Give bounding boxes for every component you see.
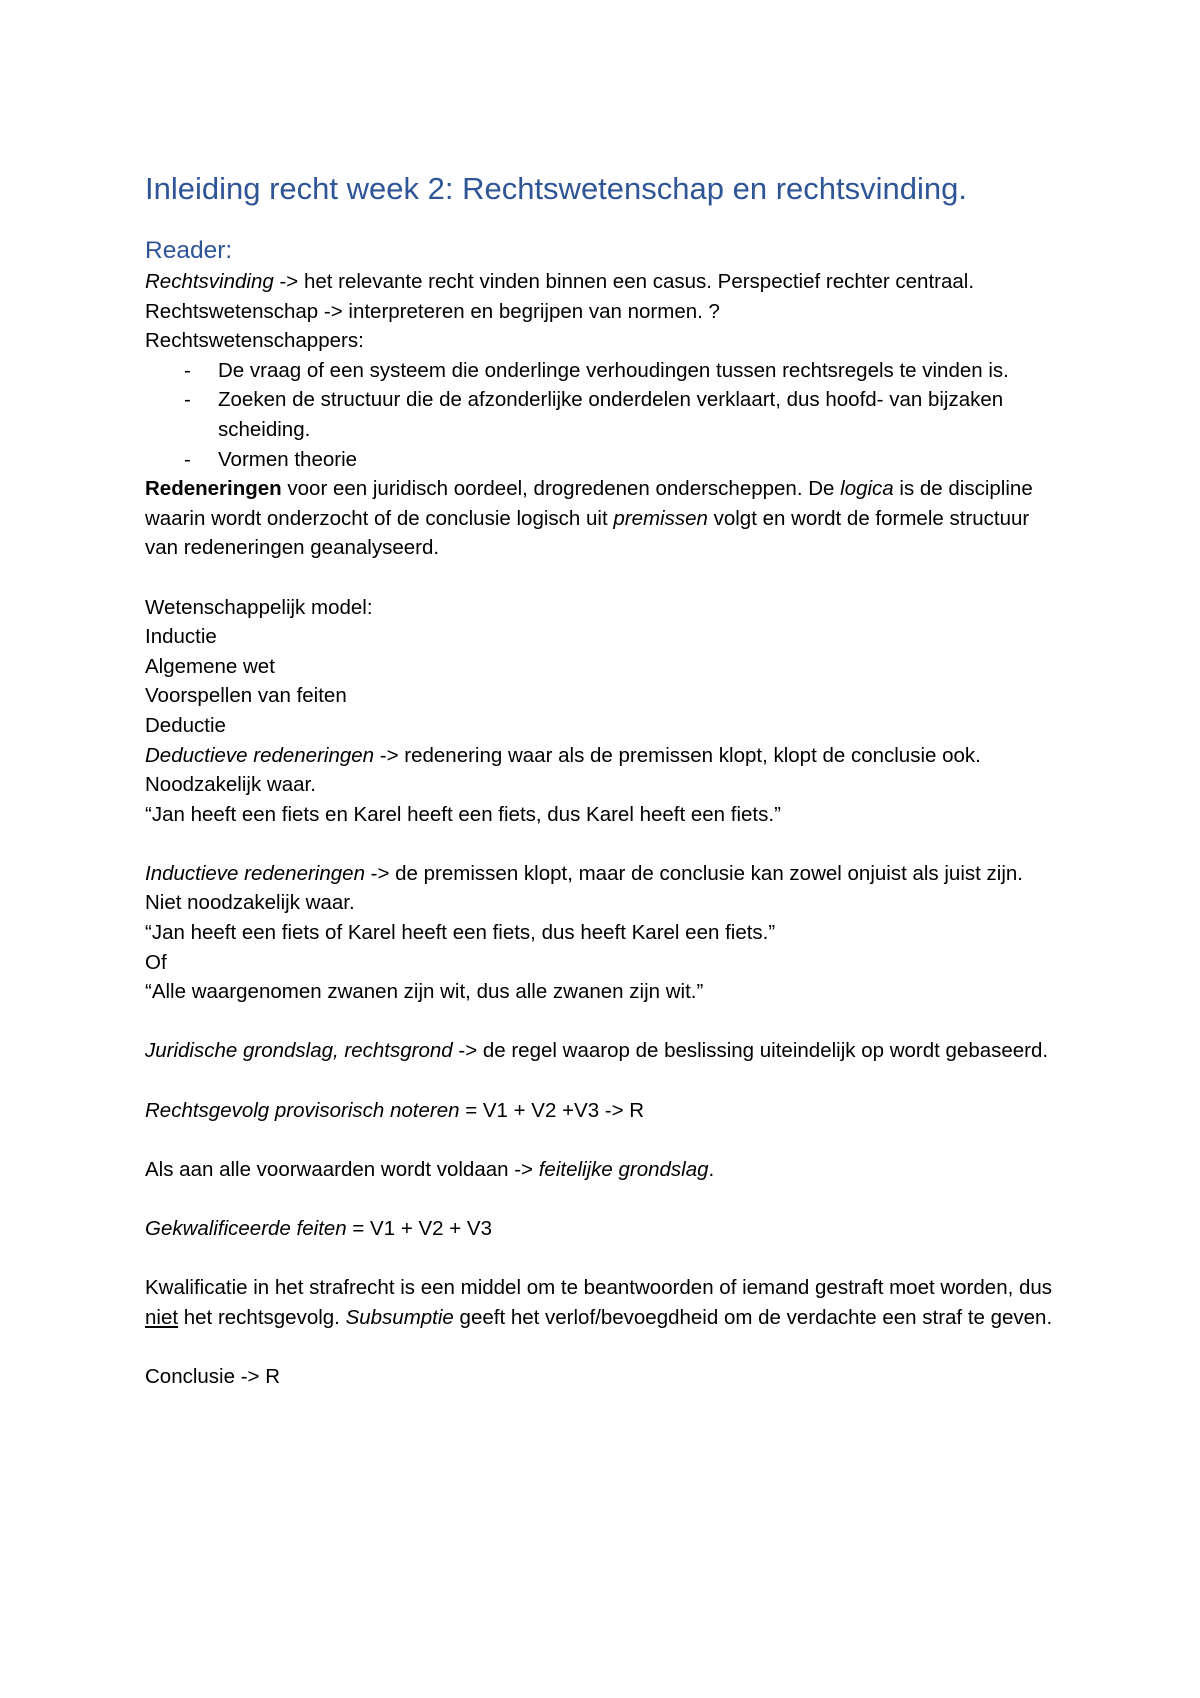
spacer — [145, 1066, 1065, 1096]
reader-heading: Reader: — [145, 237, 233, 264]
paragraph-text: . — [708, 1157, 715, 1181]
paragraph-text: het rechtsgevolg. — [178, 1305, 346, 1329]
spacer — [145, 829, 1065, 859]
model-line: Algemene wet — [145, 654, 275, 678]
underlined-niet: niet — [145, 1305, 179, 1329]
spacer — [145, 1332, 1065, 1362]
paragraph-text: -> redenering waar als de premissen klopt, klopt de conclusie ook. Noodzakelijk waar. — [145, 743, 981, 797]
paragraph-kwalificatie — [145, 1273, 1065, 1332]
spacer — [145, 1244, 1065, 1274]
paragraph-text: -> de regel waarop de beslissing uiteindelijk op wordt gebaseerd. — [452, 1039, 1049, 1063]
term-deductief: Deductieve redeneringen — [145, 743, 375, 767]
term-subsumptie: Subsumptie — [345, 1305, 454, 1329]
paragraph-grondslag — [145, 1036, 1065, 1066]
dash-bullet: - — [184, 388, 191, 412]
spacer — [145, 1125, 1065, 1155]
dash-bullet: - — [184, 358, 191, 382]
paragraph-text: Kwalificatie in het strafrecht is een middel om te beantwoorden of iemand gestraft moet worden, dus — [145, 1276, 1053, 1300]
paragraph-rechtswetenschappers: Rechtswetenschappers: — [145, 329, 364, 353]
spacer — [145, 1184, 1065, 1214]
list-item — [145, 356, 1065, 386]
quote-inductief-2: “Alle waargenomen zwanen zijn wit, dus alle zwanen zijn wit.” — [145, 980, 704, 1004]
term-gekwalificeerd: Gekwalificeerde feiten — [145, 1217, 347, 1240]
term-redeneringen: Redeneringen — [145, 477, 282, 501]
term-feitelijke-grondslag: feitelijke grondslag — [538, 1157, 709, 1181]
paragraph-conclusie: Conclusie -> R — [145, 1364, 281, 1388]
term-rechtsgevolg: Rechtsgevolg provisorisch noteren — [145, 1098, 460, 1122]
paragraph-rechtswetenschap: Rechtswetenschap -> interpreteren en begrijpen van normen. ? — [145, 299, 720, 323]
paragraph-text: Als aan alle voorwaarden wordt voldaan -> — [145, 1157, 539, 1181]
paragraph-gekwalificeerd — [145, 1214, 1065, 1244]
paragraph-text: is de discipline waarin wordt onderzocht of de conclusie logisch uit — [145, 477, 1033, 530]
word-of: Of — [145, 950, 167, 974]
spacer — [145, 563, 1065, 593]
list-item — [145, 385, 1065, 444]
term-inductief: Inductieve redeneringen — [145, 861, 365, 885]
paragraph-inductief — [145, 859, 1065, 918]
paragraph-rechtsvinding — [145, 267, 1065, 297]
model-line: Inductie — [145, 625, 217, 649]
spacer — [145, 1007, 1065, 1037]
list-item — [145, 445, 1065, 475]
bullet-list — [145, 356, 1065, 474]
paragraph-voorwaarden — [145, 1155, 1065, 1185]
paragraph-text: geeft het verlof/bevoegdheid om de verdachte een straf te geven. — [453, 1305, 1053, 1329]
paragraph-text: volgt en wordt de formele structuur van redeneringen geanalyseerd. — [145, 506, 1030, 560]
paragraph-text: -> het relevante recht vinden binnen een casus. Perspectief rechter centraal. — [273, 270, 975, 293]
model-line: Voorspellen van feiten — [145, 684, 347, 708]
list-item-text: De vraag of een systeem die onderlinge verhoudingen tussen rechtsregels te vinden is. — [218, 358, 1009, 382]
term-premissen: premissen — [613, 506, 708, 530]
paragraph-text: = V1 + V2 +V3 -> R — [459, 1098, 645, 1122]
term-grondslag: Juridische grondslag, rechtsgrond — [145, 1039, 453, 1063]
paragraph-text: = V1 + V2 + V3 — [346, 1217, 492, 1240]
term-logica: logica — [840, 477, 894, 501]
paragraph-redeneringen — [145, 474, 1065, 563]
document-body — [145, 168, 1065, 1392]
term-rechtsvinding: Rechtsvinding — [145, 270, 274, 293]
paragraph-text: voor een juridisch oordeel, drogredenen onderscheppen. De — [281, 477, 841, 501]
page-title: Inleiding recht week 2: Rechtswetenschap en rechtsvinding. — [145, 171, 967, 206]
paragraph-rechtsgevolg — [145, 1096, 1065, 1126]
paragraph-text: -> de premissen klopt, maar de conclusie kan zowel onjuist als juist zijn. Niet noodzakelijk waar. — [145, 861, 1023, 915]
paragraph-deductief — [145, 741, 1065, 800]
quote-deductief: “Jan heeft een fiets en Karel heeft een fiets, dus Karel heeft een fiets.” — [145, 802, 781, 826]
list-item-text: Zoeken de structuur die de afzonderlijke onderdelen verklaart, dus hoofd- van bijzaken scheiding. — [218, 388, 1004, 441]
dash-bullet: - — [184, 447, 191, 471]
quote-inductief-1: “Jan heeft een fiets of Karel heeft een fiets, dus heeft Karel een fiets.” — [145, 921, 776, 945]
list-item-text: Vormen theorie — [218, 447, 358, 471]
model-line: Wetenschappelijk model: — [145, 595, 373, 619]
model-line: Deductie — [145, 713, 226, 737]
